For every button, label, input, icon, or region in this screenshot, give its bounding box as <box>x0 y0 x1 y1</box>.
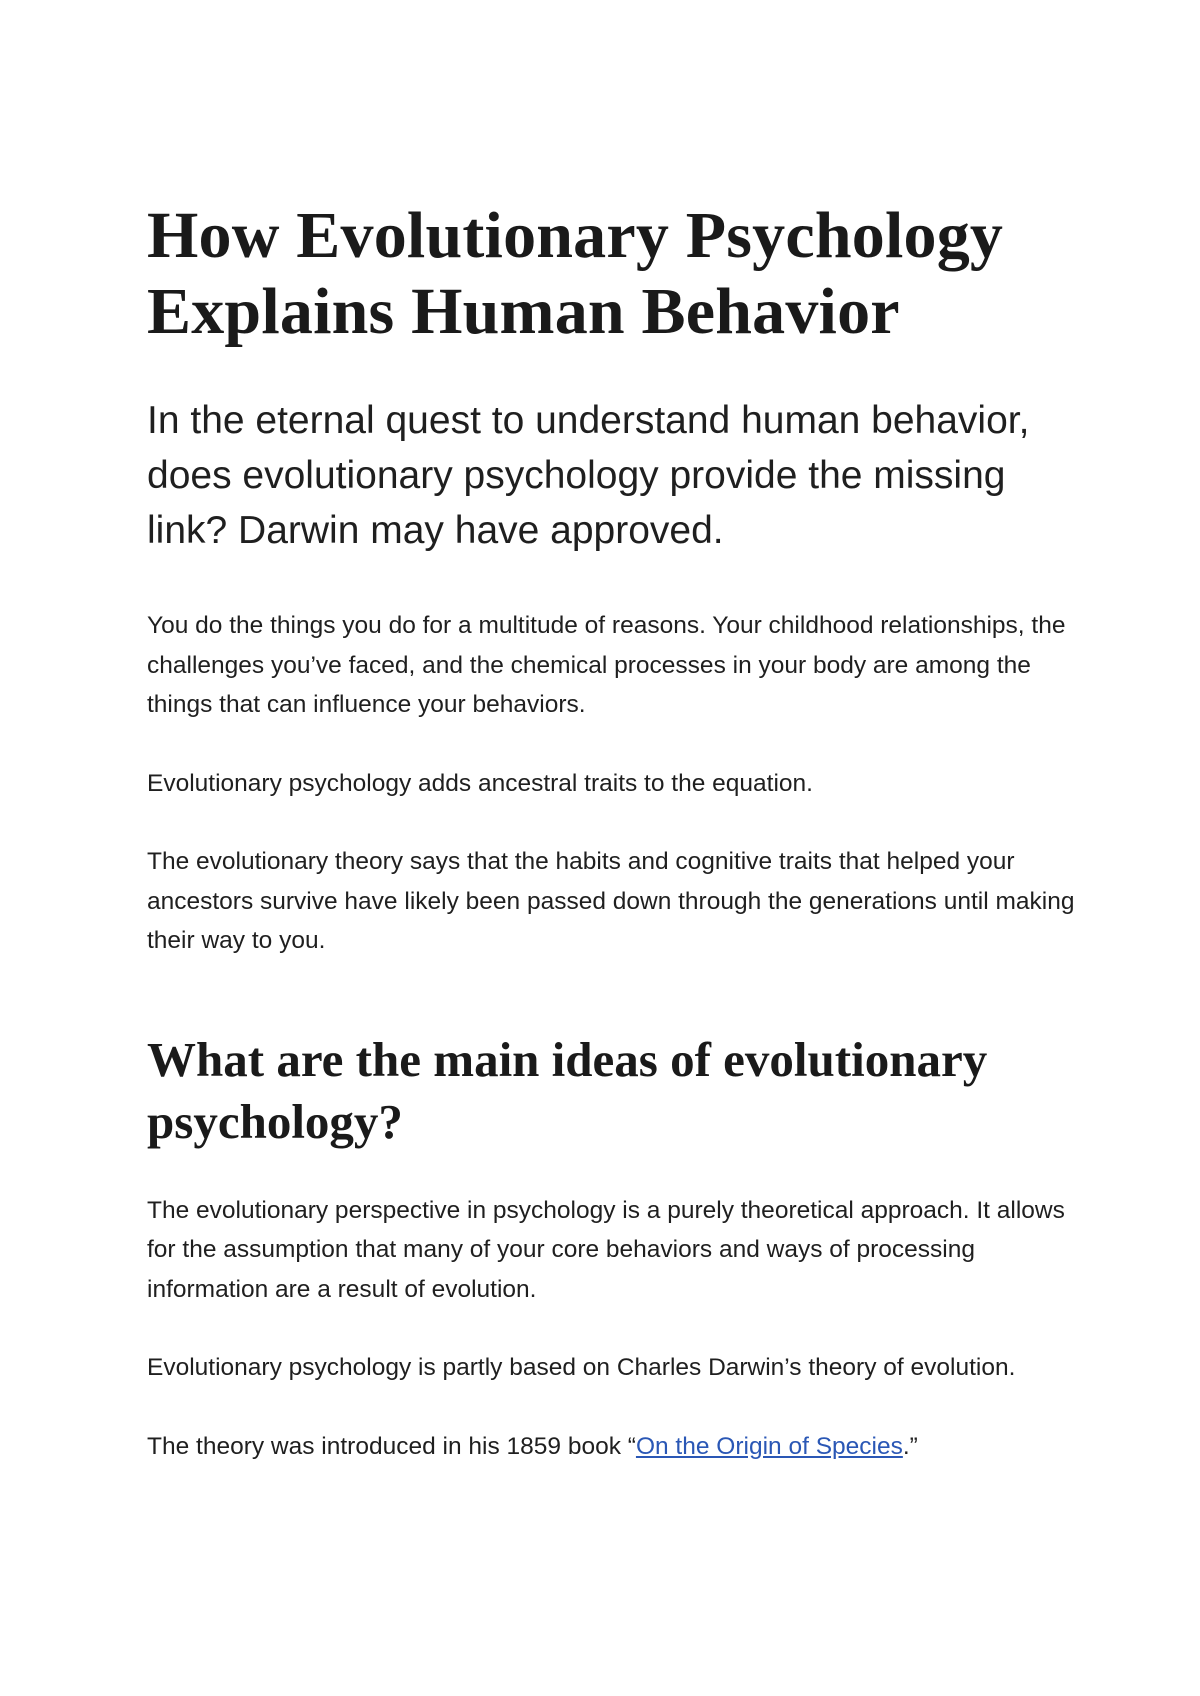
origin-of-species-paragraph <box>147 1427 1077 1467</box>
intro-paragraph-1: You do the things you do for a multitude of reasons. Your childhood relationships, the challenges you’ve faced, and the chemical processes in your body are among the things that can influence your behaviors. <box>147 612 1066 718</box>
paragraph-text-before-link: The theory was introduced in his 1859 book “ <box>147 1432 636 1460</box>
section-paragraph-2: Evolutionary psychology is partly based on Charles Darwin’s theory of evolution. <box>147 1354 1016 1381</box>
article-title: How Evolutionary Psychology Explains Human Behavior <box>147 199 1004 348</box>
intro-paragraph-2: Evolutionary psychology adds ancestral traits to the equation. <box>147 769 813 797</box>
section-heading: What are the main ideas of evolutionary psychology? <box>147 1031 988 1149</box>
document-page <box>147 198 1077 1466</box>
article-subtitle: In the eternal quest to understand human behavior, does evolutionary psychology provide the missing link? Darwin may have approved. <box>147 399 1030 552</box>
section-paragraph-1: The evolutionary perspective in psychology is a purely theoretical approach. It allows for the assumption that many of your core behaviors and ways of processing information are a result of evolution. <box>147 1196 1065 1303</box>
origin-of-species-link[interactable]: On the Origin of Species <box>635 1432 903 1460</box>
paragraph-text-after-link: .” <box>902 1432 918 1460</box>
intro-paragraph-3: The evolutionary theory says that the habits and cognitive traits that helped your ancestors survive have likely been passed down through the generations until making their way to you. <box>147 848 1075 954</box>
